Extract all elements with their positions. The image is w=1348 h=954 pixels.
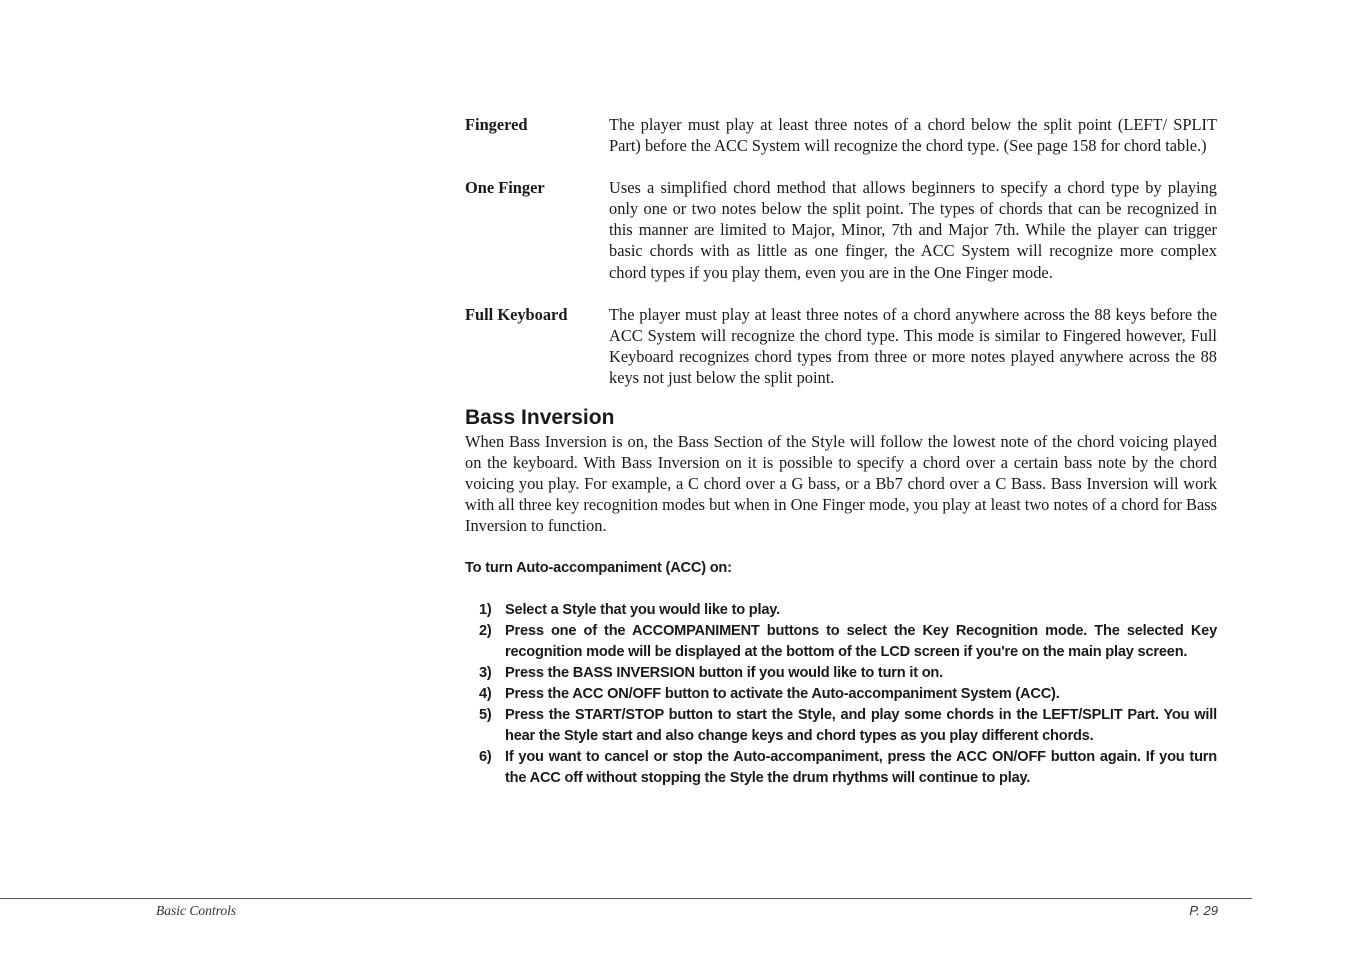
procedure-step [465,684,1217,705]
definition-description: Uses a simplified chord method that allows beginners to specify a chord type by playing only one or two notes below the split point. The types of chords that can be recognized in this manner are limited to Major, Minor, 7th and Major 7th. While the player can trigger basic chords with as little as one finger, the ACC System will recognize more complex chord types if you play them, even you are in the One Finger mode. [609,178,1217,282]
definition-term: Full Keyboard [465,304,568,324]
definition-fingered [465,114,1217,156]
procedure-step [465,621,1217,663]
step-number: 3) [479,664,492,681]
definition-term: One Finger [465,178,545,198]
procedure-step [465,705,1217,747]
definition-one-finger [465,177,1217,282]
procedure-step [465,747,1217,789]
procedure-step [465,600,1217,621]
step-number: 5) [479,707,492,724]
section-heading-bass-inversion: Bass Inversion [465,406,615,430]
definition-term: Fingered [465,115,528,134]
footer-divider [0,898,1252,899]
bass-inversion-paragraph: When Bass Inversion is on, the Bass Section of the Style will follow the lowest note of the chord voicing played on the keyboard. With Bass Inversion on it is possible to specify a chord over a certain bass note by the chord voicing you play. For example, a C chord over a G bass, or a Bb7 chord over a C Bass. Bass Inversion will work with all three key recognition modes but when in One Finger mode, you play at least two notes of a chord for Bass Inversion to function. [465,432,1217,536]
step-number: 2) [479,622,492,639]
step-text: Press the START/STOP button to start the Style, and play some chords in the LEFT/SPLIT Part. You will hear the Style start and also change keys and chord types as you play different chords. [505,707,1217,745]
procedure-step [465,663,1217,684]
step-text: If you want to cancel or stop the Auto-accompaniment, press the ACC ON/OFF button again. If you turn the ACC off without stopping the Style the drum rhythms will continue to play. [505,749,1217,787]
procedure-steps [465,600,1217,790]
step-text: Press the BASS INVERSION button if you would like to turn it on. [505,664,944,681]
definition-description: The player must play at least three notes of a chord below the split point (LEFT/ SPLIT Part) before the ACC System will recognize the chord type. (See page 158 for chord table.) [609,115,1217,156]
definition-description: The player must play at least three notes of a chord anywhere across the 88 keys before the ACC System will recognize the chord type. This mode is similar to Fingered however, Full Keyboard recognizes chord types from three or more notes played anywhere across the 88 keys not just below the split point. [609,304,1217,387]
footer-section-name: Basic Controls [156,903,237,918]
footer-page-number: P. 29 [1189,903,1218,918]
definition-full-keyboard [465,304,1217,388]
step-text: Press the ACC ON/OFF button to activate the Auto-accompaniment System (ACC). [505,685,1060,702]
procedure-heading: To turn Auto-accompaniment (ACC) on: [465,559,732,576]
page-content [465,114,1217,789]
step-text: Press one of the ACCOMPANIMENT buttons to select the Key Recognition mode. The selected Key recognition mode will be displayed at the bottom of the LCD screen if you're on the main play screen. [505,622,1217,660]
step-number: 1) [479,601,492,618]
step-number: 6) [479,749,492,766]
step-number: 4) [479,685,492,702]
step-text: Select a Style that you would like to play. [505,601,780,618]
